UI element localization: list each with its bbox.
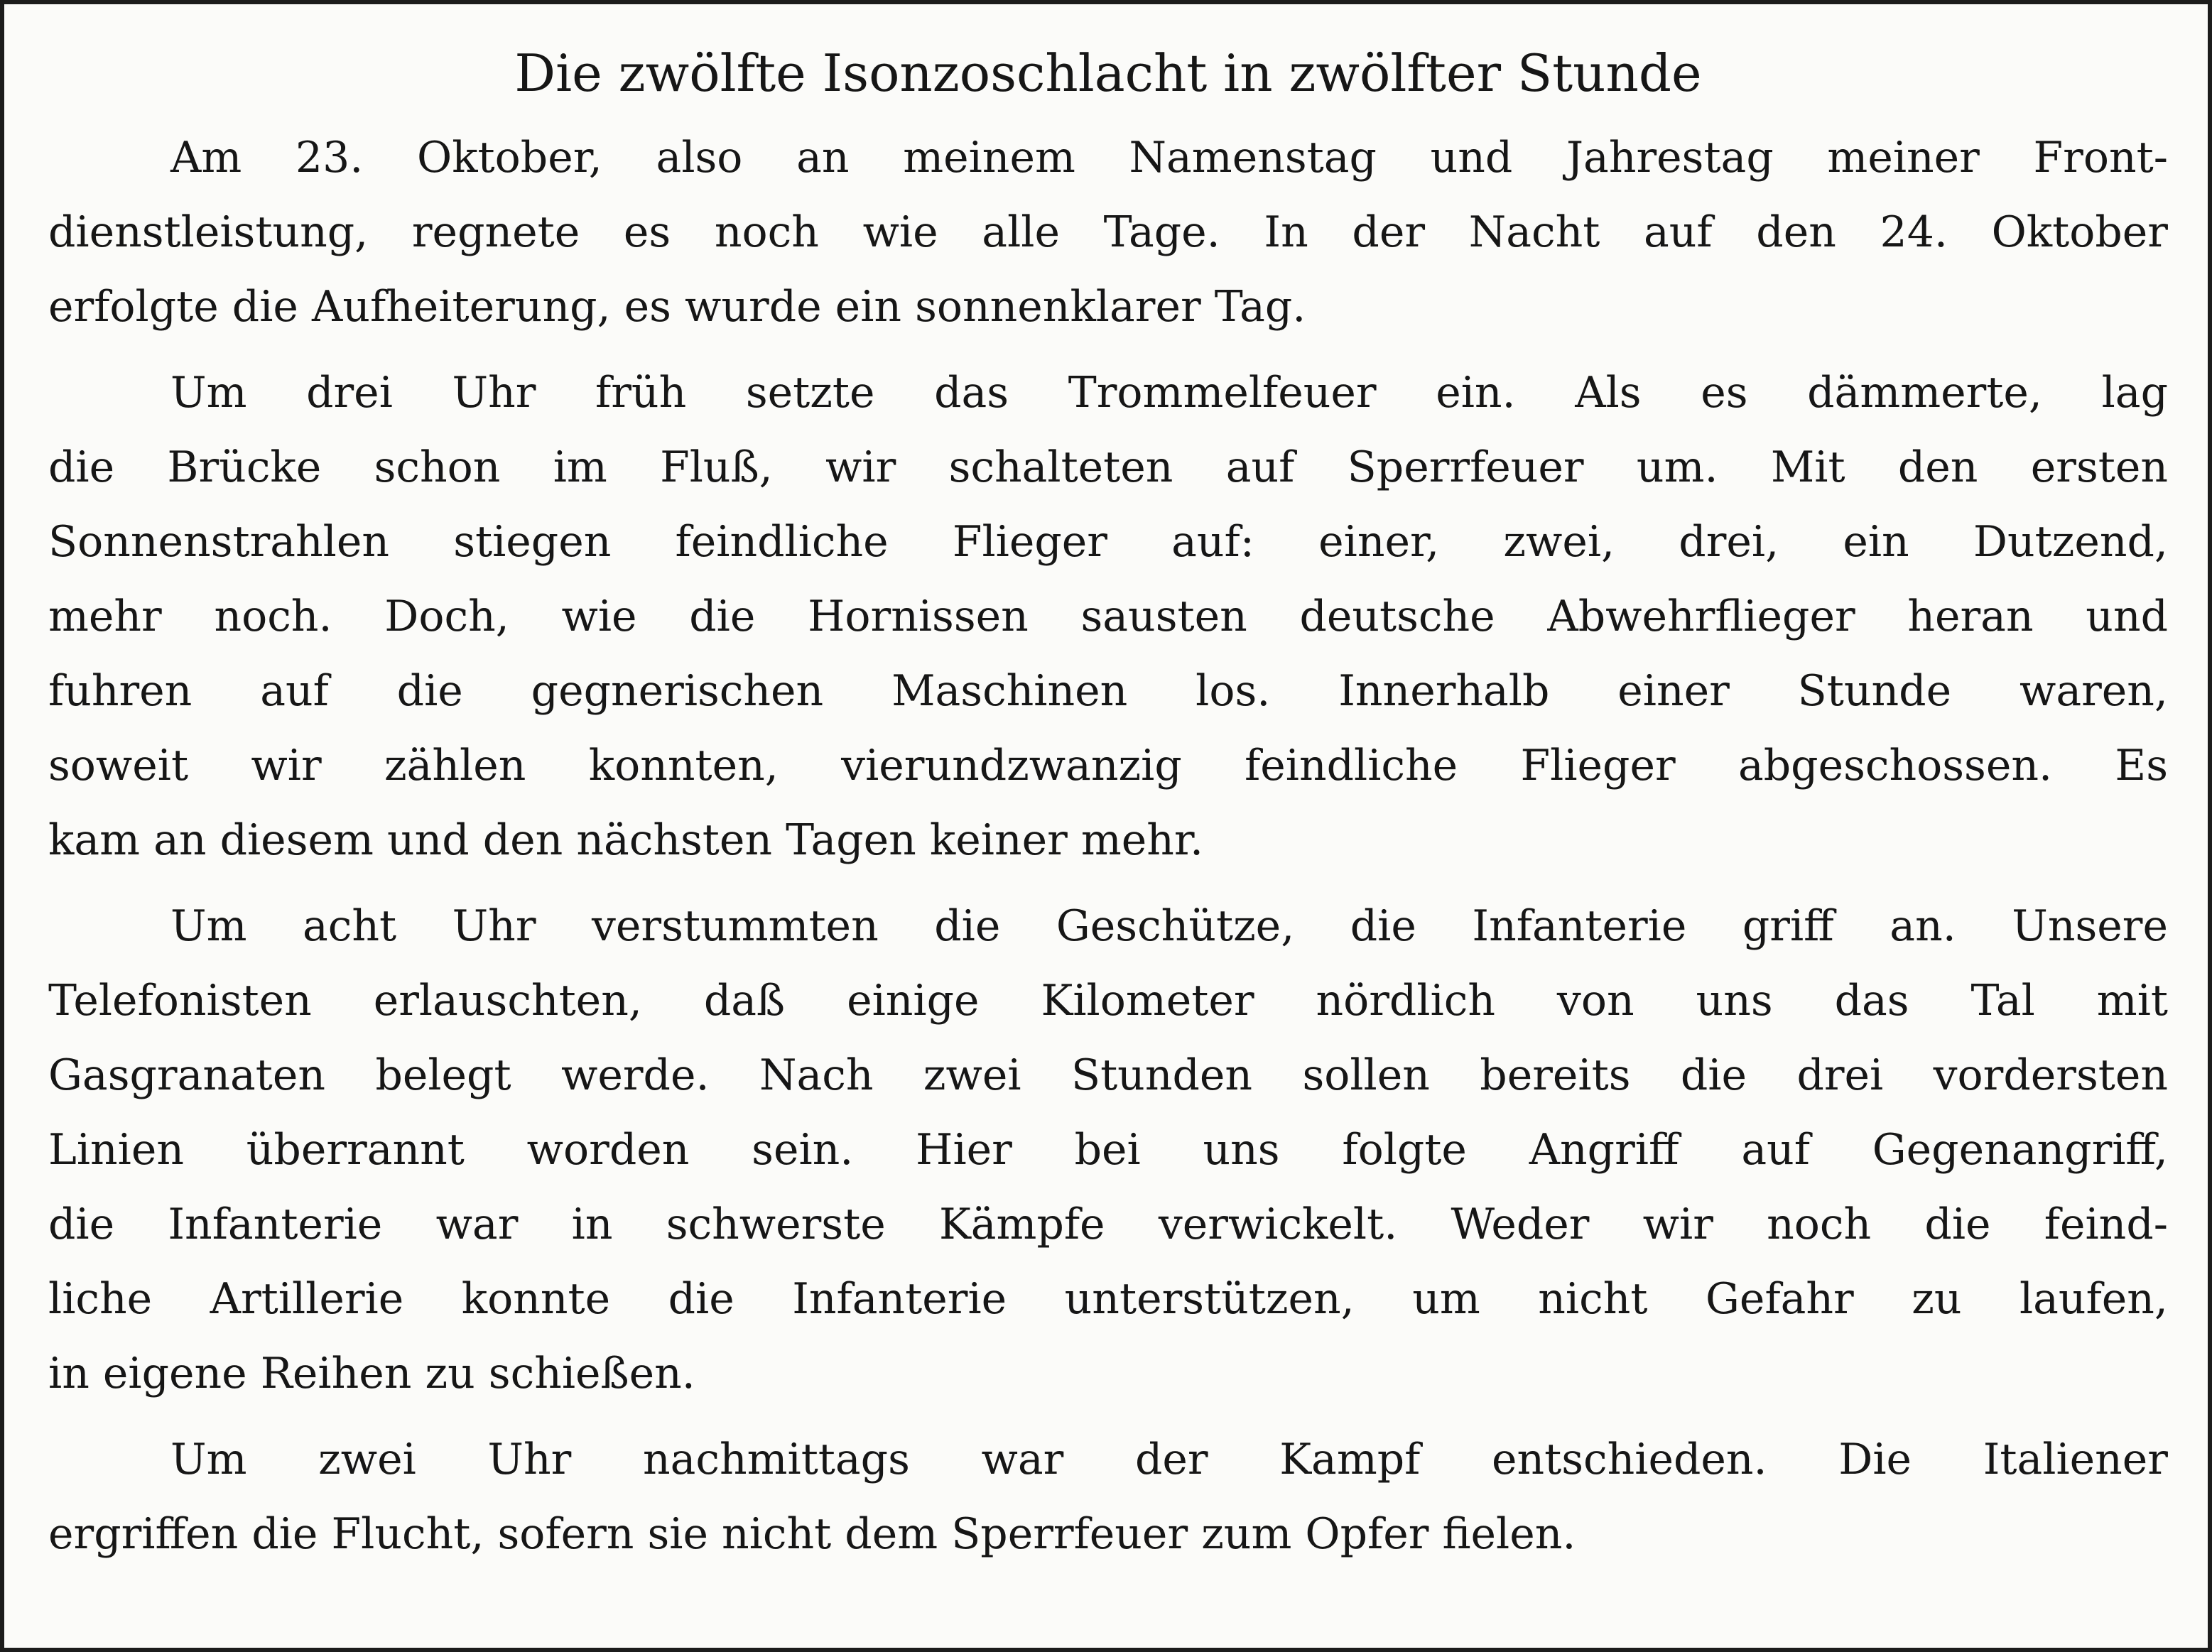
paragraph-line: soweit wir zählen konnten, vierundzwanzig feindliche Flieger abgeschossen. Es <box>48 741 2168 790</box>
text-block <box>48 33 2168 1572</box>
paragraph-line: Sonnenstrahlen stiegen feindliche Flieger auf: einer, zwei, drei, ein Dutzend, <box>48 517 2168 567</box>
paragraph-2 <box>48 356 2168 878</box>
paragraph-line: Um acht Uhr verstummten die Geschütze, die Infanterie griff an. Unsere <box>170 901 2168 951</box>
paragraph-line: ergriffen die Flucht, sofern sie nicht dem Sperrfeuer zum Opfer fielen. <box>48 1509 1576 1559</box>
paragraph-line: Um drei Uhr früh setzte das Trommelfeuer ein. Als es dämmerte, lag <box>170 368 2168 418</box>
paragraph-line: Telefonisten erlauschten, daß einige Kilometer nördlich von uns das Tal mit <box>48 976 2168 1026</box>
paragraph-4 <box>48 1423 2168 1572</box>
paragraph-line: mehr noch. Doch, wie die Hornissen sausten deutsche Abwehrflieger heran und <box>48 592 2168 641</box>
paragraph-line: die Brücke schon im Fluß, wir schalteten auf Sperrfeuer um. Mit den ersten <box>48 442 2168 492</box>
paragraph-line: fuhren auf die gegnerischen Maschinen los. Innerhalb einer Stunde waren, <box>48 666 2168 716</box>
paragraph-line: dienstleistung, regnete es noch wie alle Tage. In der Nacht auf den 24. Oktober <box>48 207 2168 257</box>
paragraph-line: Gasgranaten belegt werde. Nach zwei Stunden sollen bereits die drei vordersten <box>48 1050 2168 1100</box>
paragraph-line: Am 23. Oktober, also an meinem Namenstag und Jahrestag meiner Front- <box>170 133 2168 183</box>
paragraph-line: Linien überrannt worden sein. Hier bei uns folgte Angriff auf Gegenangriff, <box>48 1125 2168 1175</box>
paragraph-line: kam an diesem und den nächsten Tagen keiner mehr. <box>48 815 1204 865</box>
paragraph-3 <box>48 889 2168 1411</box>
paragraph-line: Um zwei Uhr nachmittags war der Kampf entschieden. Die Italiener <box>170 1435 2168 1484</box>
paragraph-line: in eigene Reihen zu schießen. <box>48 1349 695 1398</box>
paragraph-1 <box>48 121 2168 344</box>
chapter-title: Die zwölfte Isonzoschlacht in zwölfter Stunde <box>514 43 1702 103</box>
paragraph-line: die Infanterie war in schwerste Kämpfe verwickelt. Weder wir noch die feind- <box>48 1200 2168 1249</box>
paragraph-line: erfolgte die Aufheiterung, es wurde ein sonnenklarer Tag. <box>48 282 1306 332</box>
paragraph-line: liche Artillerie konnte die Infanterie unterstützen, um nicht Gefahr zu laufen, <box>48 1274 2168 1324</box>
